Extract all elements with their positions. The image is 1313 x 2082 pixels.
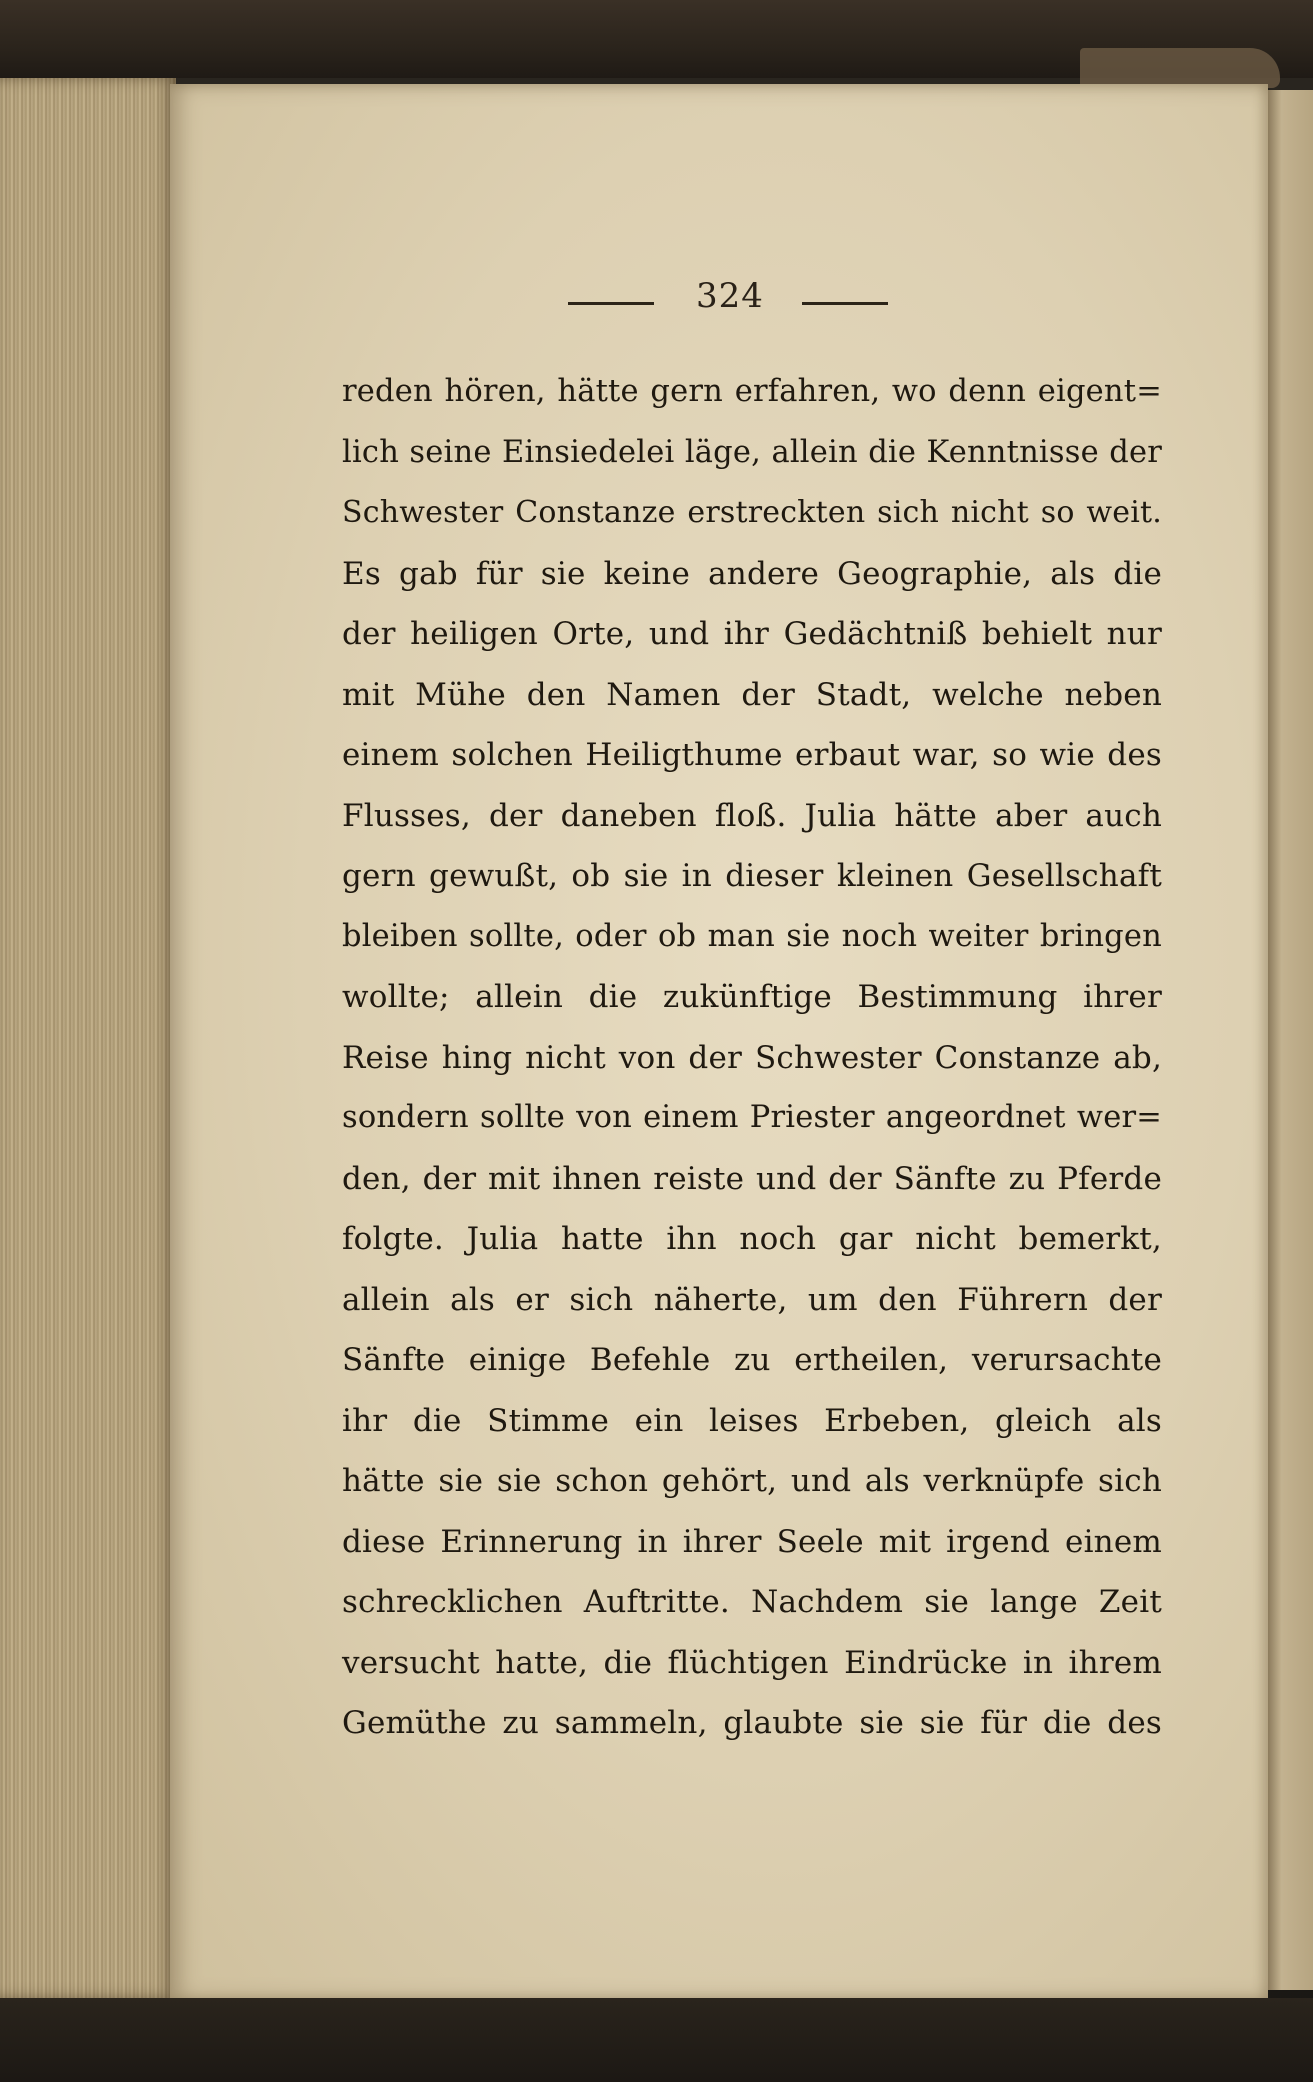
next-page-edge bbox=[1268, 90, 1313, 1990]
text-line: bleiben sollte, oder ob man sie noch weiter bringen bbox=[342, 918, 1162, 954]
text-line: diese Erinnerung in ihrer Seele mit irgend einem bbox=[342, 1523, 1162, 1560]
text-line: einem solchen Heiligthume erbaut war, so wie des bbox=[342, 737, 1162, 773]
text-line: allein als er sich näherte, um den Führern der bbox=[342, 1281, 1162, 1318]
header-rule-right bbox=[802, 302, 888, 305]
text-line: ihr die Stimme ein leises Erbeben, gleich als bbox=[342, 1402, 1162, 1439]
page-edge-stack bbox=[0, 78, 176, 1998]
text-line: der heiligen Orte, und ihr Gedächtniß behielt nur bbox=[342, 616, 1162, 652]
text-line: Es gab für sie keine andere Geographie, als die bbox=[342, 555, 1162, 592]
body-text bbox=[342, 362, 1162, 1754]
text-line: Schwester Constanze erstreckten sich nicht so weit. bbox=[342, 495, 1162, 530]
text-line: lich seine Einsiedelei läge, allein die Kenntnisse der bbox=[342, 434, 1162, 470]
text-line: gern gewußt, ob sie in dieser kleinen Gesellschaft bbox=[342, 858, 1162, 894]
text-line: schrecklichen Auftritte. Nachdem sie lange Zeit bbox=[342, 1584, 1162, 1620]
cover-tear bbox=[1080, 48, 1280, 88]
text-line: reden hören, hätte gern erfahren, wo denn eigent= bbox=[342, 374, 1162, 409]
page-number: 324 bbox=[696, 276, 764, 316]
text-line: wollte; allein die zukünftige Bestimmung ihrer bbox=[342, 979, 1162, 1015]
text-line: Flusses, der daneben floß. Julia hätte aber auch bbox=[342, 797, 1162, 834]
header-rule-left bbox=[568, 302, 654, 305]
text-line: Gemüthe zu sammeln, glaubte sie sie für die des bbox=[342, 1705, 1162, 1741]
text-line: Reise hing nicht von der Schwester Constanze ab, bbox=[342, 1039, 1162, 1076]
text-line: versucht hatte, die flüchtigen Eindrücke in ihrem bbox=[342, 1644, 1162, 1681]
page-header bbox=[0, 272, 1313, 332]
text-line: hätte sie sie schon gehört, und als verknüpfe sich bbox=[342, 1463, 1162, 1499]
text-line: Sänfte einige Befehle zu ertheilen, verursachte bbox=[342, 1342, 1162, 1378]
book-cover-bottom bbox=[0, 1998, 1313, 2082]
text-line: folgte. Julia hatte ihn noch gar nicht bemerkt, bbox=[342, 1221, 1162, 1257]
text-line: mit Mühe den Namen der Stadt, welche neben bbox=[342, 676, 1162, 713]
text-line: sondern sollte von einem Priester angeordnet wer= bbox=[342, 1100, 1162, 1135]
text-line: den, der mit ihnen reiste und der Sänfte zu Pferde bbox=[342, 1160, 1162, 1197]
